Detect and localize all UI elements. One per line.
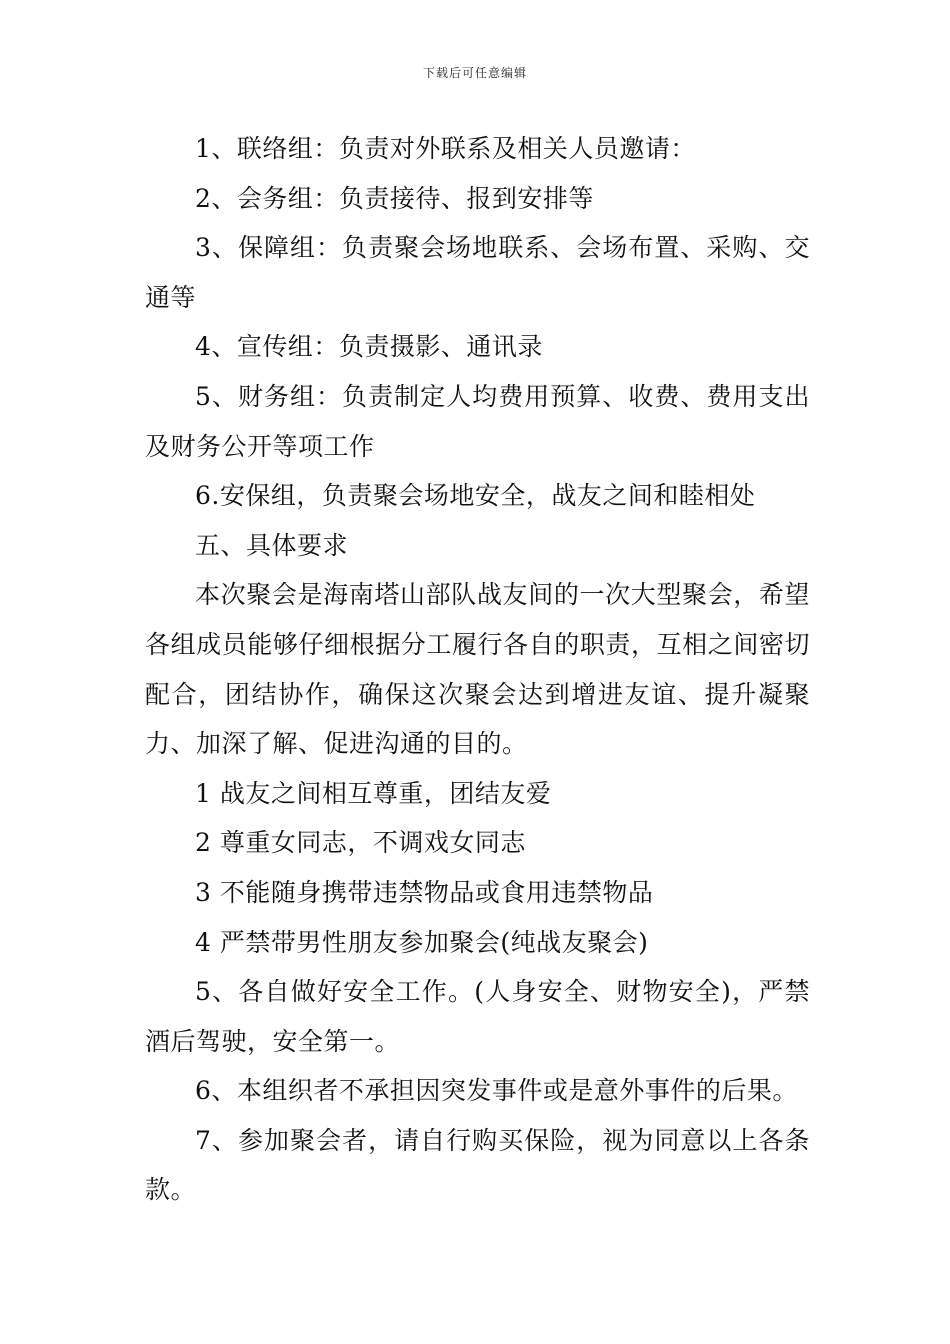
requirement-item-3: 3 不能随身携带违禁物品或食用违禁物品 — [195, 877, 654, 907]
requirement-item-1: 1 战友之间相互尊重，团结友爱 — [195, 778, 552, 808]
paragraph-meeting-group: 2、会务组：负责接待、报到安排等 — [195, 183, 594, 213]
section-heading-requirements: 五、具体要求 — [195, 530, 349, 560]
document-body — [145, 124, 810, 1215]
paragraph-requirements-intro: 本次聚会是海南塔山部队战友间的一次大型聚会，希望各组成员能够仔细根据分工履行各自的职责，互相之间密切配合，团结协作，确保这次聚会达到增进友谊、提升凝聚力、加深了解、促进沟通的目的。 — [145, 580, 810, 759]
paragraph-publicity-group: 4、宣传组：负责摄影、通讯录 — [195, 332, 543, 362]
requirement-item-7: 7、参加聚会者，请自行购买保险，视为同意以上各条款。 — [145, 1125, 810, 1205]
requirement-item-6: 6、本组织者不承担因突发事件或是意外事件的后果。 — [195, 1076, 798, 1106]
paragraph-security-group: 6.安保组，负责聚会场地安全，战友之间和睦相处 — [195, 481, 756, 511]
paragraph-logistics-group: 3、保障组：负责聚会场地联系、会场布置、采购、交通等 — [145, 233, 810, 312]
paragraph-liaison-group: 1、联络组：负责对外联系及相关人员邀请： — [195, 134, 696, 163]
requirement-item-5: 5、各自做好安全工作。(人身安全、财物安全)，严禁酒后驾驶，安全第一。 — [145, 977, 810, 1056]
requirement-item-2: 2 尊重女同志，不调戏女同志 — [195, 828, 526, 858]
requirement-item-4: 4 严禁带男性朋友参加聚会(纯战友聚会) — [195, 927, 649, 957]
header-note: 下载后可任意编辑 — [422, 66, 527, 80]
paragraph-finance-group: 5、财务组：负责制定人均费用预算、收费、费用支出及财务公开等项工作 — [145, 381, 810, 461]
